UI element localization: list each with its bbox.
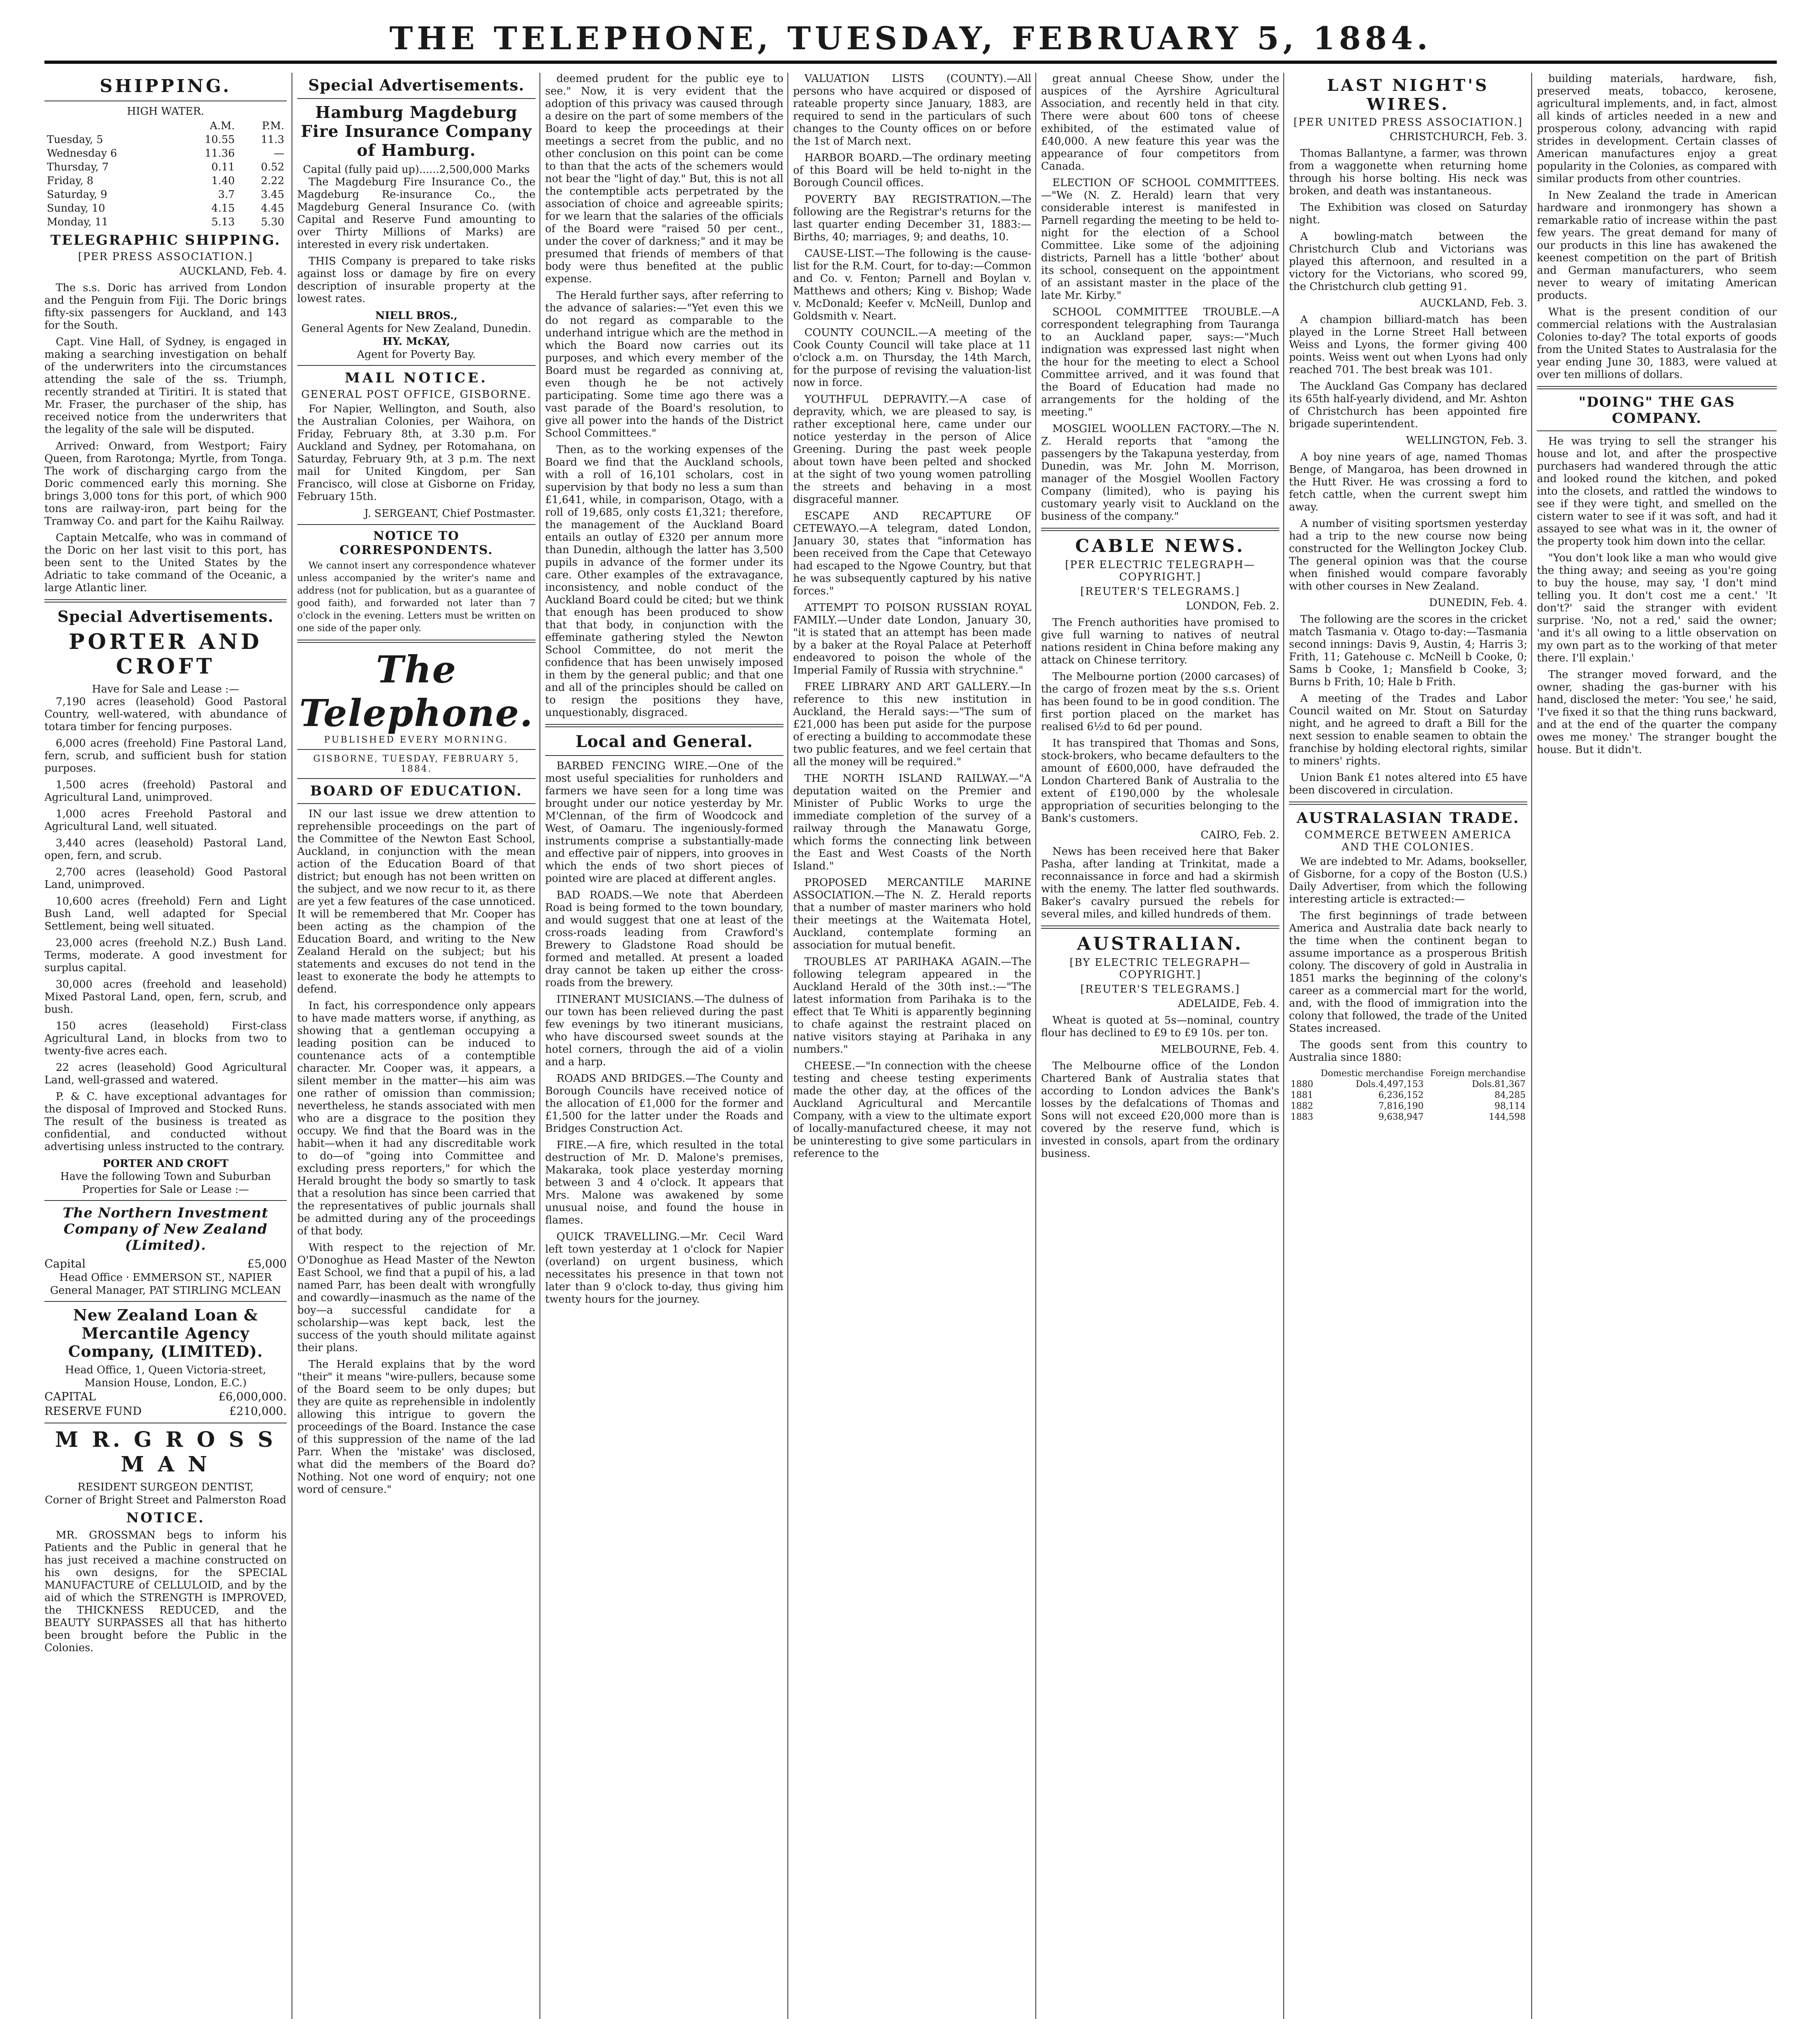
dateline: LONDON, Feb. 2. — [1186, 600, 1279, 612]
table-cell: 6,236,152 — [1378, 1090, 1424, 1100]
column-5 — [1041, 73, 1279, 2019]
mail-text: For Napier, Wellington, and South, also the Australian Colonies, per Waihora, on Friday, February 8th, at 3.30 p.m. For Auckland and Sydney, per Rotomahana, on Saturday, February 9th, at 3 p.m. The next mail for United Kingdom, per San Francisco, will close at Gisborne on Friday, February 15th. — [297, 403, 535, 503]
wire-paragraph: The Auckland Gas Company has declared its 65th half-yearly dividend, and Mr. Ashton of Christchurch has been appointed fire brigade superintendent. — [1289, 380, 1527, 430]
trade-paragraph: In New Zealand the trade in American hardware and ironmongery has shown a remarkable ratio of increase within the past few years. The great demand for many of our products in this line has awakened the keenest competition on the part of British and German manufacturers, who seem never to weary of imitating American products. — [1537, 189, 1777, 302]
mail-office-line: GENERAL POST OFFICE, GISBORNE. — [301, 388, 531, 401]
dateline: DUNEDIN, Feb. 4. — [1429, 597, 1527, 609]
local-paragraph: ROADS AND BRIDGES.—The County and Borough Councils have received notice of the allocation of £1,000 for the former and £1,500 for the latter under the Roads and Bridges Construction Act. — [545, 1072, 783, 1135]
hamburg-text: THIS Company is prepared to take risks against loss or damage by fire on every description of insurable property at the lowest rates. — [297, 255, 535, 305]
dateline: CAIRO, Feb. 2. — [1201, 829, 1279, 841]
column-divider — [1035, 73, 1036, 2019]
local-paragraph: POVERTY BAY REGISTRATION.—The following are the Registrar's returns for the last quarter ending December 31, 1883:— Births, 40; marriages, 9; and deaths, 10. — [793, 193, 1031, 243]
local-paragraph: CHEESE.—"In connection with the cheese testing and cheese testing experiments made the other day, at the offices of the Auckland Agricultural and Mercantile Company, with a view to the ultimate export of locally-manufactured cheese, it may not be uninteresting to give some particulars in reference to the — [793, 1060, 1031, 1160]
table-row — [1289, 1090, 1527, 1101]
property-listing: 6,000 acres (freehold) Fine Pastoral Land, fern, scrub, and sufficient bush for station purposes. — [44, 737, 287, 774]
tide-row — [44, 201, 287, 215]
tide-pm: — — [274, 147, 284, 160]
local-paragraph: BAD ROADS.—We note that Aberdeen Road is being formed to the town boundary, and would suggest that one at least of the cross-roads leading from Crawford's Brewery to Gladstone Road should be formed and metalled. At present a loaded dray cannot be taken up either the cross-roads from the brewery. — [545, 889, 783, 989]
dateline: CHRISTCHURCH, Feb. 3. — [1390, 131, 1527, 143]
local-paragraph: PROPOSED MERCANTILE MARINE ASSOCIATION.—The N. Z. Herald reports that a number of master mariners who hold their meetings at the Waitemata Hotel, Auckland, contemplate forming an association for mutual benefit. — [793, 877, 1031, 951]
wire-paragraph: A number of visiting sportsmen yesterday had a trip to the new course now being constructed for the Wellington Jockey Club. The general opinion was that the course when finished would compare favorably with other courses in New Zealand. — [1289, 518, 1527, 592]
property-listing: 10,600 acres (freehold) Fern and Light Bush Land, well adapted for Special Settlement, being well situated. — [44, 895, 287, 932]
column-divider — [787, 73, 788, 2019]
hamburg-sign-sub: General Agents for New Zealand, Dunedin. — [301, 323, 531, 335]
wire-paragraph: A boy nine years of age, named Thomas Benge, of Mangaroa, has been drowned in the Hutt River. He was crossing a ford to fetch cattle, when the current swept him away. — [1289, 451, 1527, 513]
local-paragraph: SCHOOL COMMITTEE TROUBLE.—A correspondent telegraphing from Tauranga to an Auckland paper, says:—"Much indignation was expressed last night when the hour for the meeting to elect a School Committee arrived, and it was found that the Board of Education had made no arrangements for the holding of the meeting." — [1041, 306, 1279, 418]
masthead-rule — [44, 61, 1777, 64]
tide-am: 5.13 — [211, 216, 235, 228]
table-header-cell: Foreign merchandise — [1430, 1068, 1526, 1079]
capital-value: £5,000 — [247, 1257, 287, 1270]
editorial-paragraph: deemed prudent for the public eye to see." Now, it is very evident that the adoption of this privacy was caused through a desire on the part of some members of the Board to keep the proceedings at their meetings a secret from the public, and no other conclusion on this point can be come to than that the acts of the schemers would not bear the "light of day." But, this is not all the contemptible acts perpetrated by the association of choice and agreeable spirits; for we learn that the salaries of the officials of the Board were "raised 50 per cent., under the cover of darkness;" and it may be presumed that friends of members of that body were thus benefited at the public expense. — [545, 73, 783, 285]
newspaper-nameplate: The Telephone. — [299, 648, 533, 735]
editorial-paragraph: With respect to the rejection of Mr. O'Donoghue as Head Master of the Newton East School, we find that a pupil of his, a lad named Parr, has been dealt with wrongfully and cowardly—inasmuch as the name of the boy—a successful candidate for a scholarship—was kept back, lest the success of the youth should militate against their plans. — [297, 1242, 535, 1354]
correspondents-text: We cannot insert any correspondence whatever unless accompanied by the writer's name and address (not for publication, but as a guarantee of good faith), and forwarded not later than 7 o'clock in the evening. Letters must be written on one side of the paper only. — [297, 560, 535, 634]
table-cell: 1881 — [1291, 1090, 1313, 1100]
column-7 — [1537, 73, 1777, 2019]
tide-table — [44, 119, 287, 229]
table-row — [1289, 1101, 1527, 1112]
trade-paragraph: What is the present condition of our commercial relations with the Australasian Colonies to-day? The total exports of goods from the United States to Australasia for the year ending June 30, 1883, were valued at over ten millions of dollars. — [1537, 306, 1777, 381]
nz-loan-office: Head Office, 1, Queen Victoria-street, Mansion House, London, E.C.) — [65, 1364, 266, 1389]
nz-loan-heading: New Zealand Loan & Mercantile Agency Company, (LIMITED). — [68, 1306, 263, 1360]
article-paragraph: Captain Metcalfe, who was in command of the Doric on her last visit to this port, has been sent to the United States by the Adriatic to take command of the Oceanic, a large Atlantic liner. — [44, 532, 287, 594]
local-paragraph: ESCAPE AND RECAPTURE OF CETEWAYO.—A telegram, dated London, January 30, states that "information has been received from the Cape that Cetewayo had escaped to the Ngowe Country, but that he was subsequently captured by his native forces." — [793, 510, 1031, 597]
table-header-cell: Domestic merchandise — [1320, 1068, 1424, 1079]
nz-capital-label: CAPITAL — [44, 1390, 96, 1403]
dateline: MELBOURNE, Feb. 4. — [1161, 1043, 1279, 1056]
hamburg-agent-sub: Agent for Poverty Bay. — [357, 348, 476, 361]
tide-pm: 3.45 — [261, 189, 284, 201]
wire-paragraph: A champion billiard-match has been played in the Lorne Street Hall between Weiss and Lyons, the former giving 400 points. Weiss went out when Lyons had only reached 701. The best break was 101. — [1289, 314, 1527, 376]
wire-paragraph: Thomas Ballantyne, a farmer, was thrown from a waggonette when returning home through his horse bolting. His neck was broken, and death was instantaneous. — [1289, 147, 1527, 197]
ad-note: P. & C. have exceptional advantages for the disposal of Improved and Stocked Runs. The result of the business is treated as confidential, and conducted without advertising unless instructed to the contrary. — [44, 1091, 287, 1153]
nz-capital-row — [44, 1389, 287, 1404]
hamburg-capital: Capital (fully paid up)......2,500,000 Marks — [303, 164, 530, 176]
cable-sub: [PER ELECTRIC TELEGRAPH—COPYRIGHT.] — [1065, 559, 1255, 583]
porter-croft-signoff: PORTER AND CROFT — [103, 1158, 229, 1170]
table-header-row — [1289, 1068, 1527, 1079]
wire-paragraph: The following are the scores in the cricket match Tasmania v. Otago to-day:—Tasmania second innings: Davis 9, Austin, 4; Harris 3; Frith, 11; Gatehouse c. McNeill b Cooke, 0; Sams b Cooke, 1; Mansfield b Cooke, 3; Burns b Frith, 10; Hale b Frith. — [1289, 613, 1527, 688]
press-association-line: [PER PRESS ASSOCIATION.] — [78, 251, 253, 263]
column-4 — [793, 73, 1031, 2019]
porter-croft-name: PORTER AND CROFT — [69, 630, 262, 679]
tide-row — [44, 215, 287, 229]
tide-pm: 5.30 — [261, 216, 284, 228]
wire-paragraph: The Exhibition was closed on Saturday night. — [1289, 201, 1527, 226]
table-cell: Dols.81,367 — [1472, 1079, 1526, 1089]
dateline: ADELAIDE, Feb. 4. — [1178, 998, 1279, 1010]
local-paragraph: MOSGIEL WOOLLEN FACTORY.—The N. Z. Herald reports that "among the passengers by the Takapuna yesterday, from Dunedin, was Mr. John M. Morrison, manager of the Mosgiel Woollen Factory Company (limited), who is paying his customary yearly visit to Auckland on the business of the company." — [1041, 423, 1279, 523]
property-listing: 22 acres (leasehold) Good Agricultural Land, well-grassed and watered. — [44, 1062, 287, 1086]
table-cell: 1882 — [1291, 1101, 1313, 1111]
column-3 — [545, 73, 783, 2019]
cable-paragraph: The Melbourne portion (2000 carcases) of the cargo of frozen meat by the s.s. Orient has been found to be in good condition. The first portion placed on the market has realised 6½d to 6d per pound. — [1041, 671, 1279, 733]
property-listing: 2,700 acres (leasehold) Good Pastoral Land, unimproved. — [44, 866, 287, 891]
tide-pm: 4.45 — [261, 202, 284, 214]
trade-paragraph: building materials, hardware, fish, preserved meats, tobacco, kerosene, agricultural implements, and, in fact, almost all kinds of articles needed in a new and prosperous colony, advancing with rapid strides in development. Certain classes of American manufactures enjoy a great popularity in the Colonies, as compared with similar products from other countries. — [1537, 73, 1777, 185]
cable-sub: [REUTER'S TELEGRAMS.] — [1080, 586, 1240, 598]
property-listing: 3,440 acres (leasehold) Pastoral Land, open, fern, and scrub. — [44, 837, 287, 862]
column-2 — [297, 73, 535, 2019]
tide-am: 1.40 — [211, 175, 235, 187]
high-water-heading: HIGH WATER. — [127, 105, 204, 118]
local-paragraph: ELECTION OF SCHOOL COMMITTEES.—"We (N. Z. Herald) learn that very considerable interest is manifested in Parnell regarding the meeting to be held to-night for the election of a School Committee. Like some of the adjoining districts, Parnell has a little 'bother' about its school, consequent on the appointment of an assistant master in the place of the late Mr. Kirby." — [1041, 177, 1279, 302]
local-paragraph: BARBED FENCING WIRE.—One of the most useful specialities for runholders and farmers we have seen for a long time was brought under our notice yesterday by Mr. M'Clennan, of the firm of Woodcock and West, of Oamaru. The ingeniously-formed instruments comprise a substantially-made and effective pair of nippers, into grooves in which the ends of two short pieces of pointed wire are placed at different angles. — [545, 760, 783, 885]
local-paragraph: QUICK TRAVELLING.—Mr. Cecil Ward left town yesterday at 1 o'clock for Napier (overland) on urgent business, which necessitates his presence in that town not later than 9 o'clock to-day, thus giving him twenty hours for the journey. — [545, 1231, 783, 1305]
property-listing: 1,000 acres Freehold Pastoral and Agricultural Land, well situated. — [44, 808, 287, 833]
local-general-heading: Local and General. — [575, 732, 753, 751]
local-paragraph: VALUATION LISTS (COUNTY).—All persons who have acquired or disposed of rateable property since January, 1883, are required to send in the particulars of such changes to the County offices on or before the 1st of March next. — [793, 73, 1031, 147]
tide-header-cell: P.M. — [262, 120, 284, 132]
trade-paragraph: We are indebted to Mr. Adams, bookseller, of Gisborne, for a copy of the Boston (U.S.) Daily Advertiser, from which the following interesting article is extracted:— — [1289, 856, 1527, 905]
local-paragraph: ATTEMPT TO POISON RUSSIAN ROYAL FAMILY.—Under date London, January 30, "it is stated that an attempt has been made by a baker at the Royal Palace at Peterhoff endeavored to poison the whole of the Imperial Family of Russia with strychnine." — [793, 602, 1031, 676]
mail-notice-heading: MAIL NOTICE. — [344, 370, 488, 386]
property-listing: 23,000 acres (freehold N.Z.) Bush Land. Terms, moderate. A good investment for surplus capital. — [44, 937, 287, 974]
tide-row — [44, 147, 287, 160]
tide-am: 0.11 — [211, 161, 235, 173]
property-listing: 30,000 acres (freehold and leasehold) Mixed Pastoral Land, open, fern, scrub, and bush. — [44, 978, 287, 1016]
special-ads-heading: Special Advertisements. — [57, 607, 274, 625]
capital-label: Capital — [44, 1257, 86, 1270]
notice-heading: NOTICE. — [126, 1510, 205, 1526]
tide-am: 3.7 — [218, 189, 235, 201]
editorial-paragraph: In fact, his correspondence only appears to have made matters worse, if anything, as showing that a gentleman occupying a leading position can be induced to countenance acts of a contemptible character. Mr. Cooper was, it appears, a silent member in the matter—his aim was one rather of omission than commission; nevertheless, he stands associated with men who are a disgrace to the position they occupy. We find that the Board was in the habit—when it had any discreditable work to do—of "going into Committee and excluding press reporters," for which the Herald brought the body so smartly to task that a resolution has since been carried that the representatives of public journals shall be admitted during any of the proceedings of that body. — [297, 1000, 535, 1237]
trade-table — [1289, 1068, 1527, 1123]
hamburg-sign: NIELL BROS., — [375, 310, 458, 322]
australian-sub: [BY ELECTRIC TELEGRAPH—COPYRIGHT.] — [1069, 957, 1251, 981]
editorial-paragraph: The Herald further says, after referring to the advance of salaries:—"Yet even this we do not regard as comparable to the underhand intrigue which are the method in which the Board now carries out its purposes, and which every member of the Board must be regarded as conniving at, even though he be not actively participating. Some time ago there was a vast parade of the Board's resolution, to give all power into the hands of the District School Committees." — [545, 290, 783, 439]
tide-header-cell: A.M. — [210, 120, 235, 132]
mail-sign: J. SERGEANT, Chief Postmaster. — [364, 508, 535, 520]
local-paragraph: FREE LIBRARY AND ART GALLERY.—In reference to this new institution in Auckland, the Herald says:—"The sum of £21,000 has been put aside for the purpose of erecting a building to accommodate these two public features, and we feel certain that all the money will be required." — [793, 681, 1031, 768]
cable-news-heading: CABLE NEWS. — [1075, 536, 1245, 556]
dateline: WELLINGTON, Feb. 3. — [1406, 434, 1527, 447]
hamburg-agent: HY. McKAY, — [382, 336, 450, 348]
grossman-title: RESIDENT SURGEON DENTIST, — [78, 1481, 254, 1493]
shipping-heading: SHIPPING. — [99, 76, 232, 97]
tide-day: Thursday, 7 — [47, 161, 109, 173]
local-paragraph: FIRE.—A fire, which resulted in the total destruction of Mr. D. Malone's premises, Makaraka, took place yesterday morning between 3 and 4 o'clock. It appears that Mrs. Malone was awakened by some unusual noise, and found the house in flames. — [545, 1139, 783, 1226]
story-paragraph: The stranger moved forward, and the owner, shading the gas-burner with his hand, disclosed the meter: 'You see,' he said, 'I've fixed it so that the thing runs backward, and at the end of the quarter the company owes me money.' The stranger bought the house. But it didn't. — [1537, 669, 1777, 756]
table-row — [1289, 1112, 1527, 1123]
correspondents-heading: NOTICE TO CORRESPONDENTS. — [339, 529, 493, 557]
property-listing: 1,500 acres (freehold) Pastoral and Agricultural Land, unimproved. — [44, 779, 287, 804]
tide-pm: 0.52 — [261, 161, 284, 173]
capital-row — [44, 1257, 287, 1271]
tide-header-cell — [44, 119, 176, 133]
trade-table-caption: The goods sent from this country to Australia since 1880: — [1289, 1039, 1527, 1064]
wire-paragraph: A bowling-match between the Christchurch Club and Victorians was played this afternoon, and resulted in a victory for the Victorians, who scored 99, the Christchurch club getting 91. — [1289, 231, 1527, 293]
article-paragraph: The s.s. Doric has arrived from London and the Penguin from Fiji. The Doric brings fifty-six passengers for Auckland, and 143 for the South. — [44, 282, 287, 332]
tide-day: Friday, 8 — [47, 175, 94, 187]
masthead — [44, 16, 1777, 61]
telegraphic-shipping-heading: TELEGRAPHIC SHIPPING. — [50, 232, 281, 248]
cable-paragraph: News has been received here that Baker Pasha, after landing at Trinkitat, made a reconnaissance in force and had a skirmish with the enemy. The latter fled southwards. Baker's cavalry pursued the rebels for several miles, and killed hundreds of them. — [1041, 846, 1279, 920]
story-paragraph: He was trying to sell the stranger his house and lot, and after the prospective purchasers had wandered through the attic and looked round the kitchen, and poked into the closets, and rattled the windows to see if they were tight, and smelled on the cistern water to see if it was soft, and had it assayed to see what was in it, the owner of the property took him down into the cellar. — [1537, 435, 1777, 548]
last-nights-wires-heading: LAST NIGHT'S WIRES. — [1327, 76, 1489, 114]
australian-paragraph: The Melbourne office of the London Chartered Bank of Australia states that according to London advices the Bank's losses by the defalcations of Thomas and Sons will not exceed £20,000 more than is covered by the reserve fund, which is invested in consols, apart from the ordinary business. — [1041, 1060, 1279, 1160]
australian-sub: [REUTER'S TELEGRAMS.] — [1080, 983, 1240, 995]
wires-sub: [PER UNITED PRESS ASSOCIATION.] — [1293, 116, 1523, 128]
cable-paragraph: The French authorities have promised to give full warning to natives of neutral nations resident in China before making any attack on Chinese territory. — [1041, 617, 1279, 666]
local-paragraph: HARBOR BOARD.—The ordinary meeting of this Board will be held to-night in the Borough Council offices. — [793, 152, 1031, 189]
general-manager-line: General Manager, PAT STIRLING MCLEAN — [50, 1284, 281, 1297]
table-row — [1289, 1079, 1527, 1090]
hamburg-text: The Magdeburg Fire Insurance Co., the Magdeburg Re-insurance Co., the Magdeburg General Insurance Co. (with Capital and Reserve Fund amounting to over Thirty Millions of Marks) are interested in every risk undertaken. — [297, 176, 535, 251]
column-divider — [1531, 73, 1532, 2019]
table-cell: 7,816,190 — [1378, 1101, 1424, 1111]
tide-day: Sunday, 10 — [47, 202, 105, 214]
page-title: THE TELEPHONE, TUESDAY, FEBRUARY 5, 1884. — [389, 20, 1432, 57]
grossman-name: M R. G R O S S M A N — [55, 1427, 276, 1477]
trade-subheading: COMMERCE BETWEEN AMERICA AND THE COLONIES. — [1304, 829, 1512, 853]
australian-paragraph: Wheat is quoted at 5s—nominal, country flour has declined to £9 to £9 10s. per ton. — [1041, 1014, 1279, 1039]
tide-row — [44, 188, 287, 201]
tide-header-row — [44, 119, 287, 133]
head-office-line: Head Office · EMMERSON ST., NAPIER — [59, 1272, 272, 1284]
article-paragraph: Capt. Vine Hall, of Sydney, is engaged in making a searching investigation on behalf of the underwriters into the circumstances attending the sale of the ss. Triumph, recently stranded at Tiritiri. It is stated that Mr. Fraser, the purchaser of the ship, has received notice from the underwriters that the legality of the sale will be disputed. — [44, 336, 287, 436]
column-6 — [1289, 73, 1527, 2019]
table-cell: 84,285 — [1495, 1090, 1526, 1100]
dateline: AUCKLAND, Feb. 3. — [1420, 297, 1527, 309]
tide-day: Tuesday, 5 — [47, 134, 103, 146]
tide-row — [44, 160, 287, 174]
table-cell: 1880 — [1291, 1079, 1313, 1089]
tide-row — [44, 174, 287, 188]
northern-investment-heading: The Northern Investment Company of New Zealand (Limited). — [63, 1205, 269, 1253]
local-paragraph: YOUTHFUL DEPRAVITY.—A case of depravity, which, we are pleased to say, is rather exceptional here, came under our notice yesterday in the person of Alice Greening. During the past week people about town have been pelted and shocked at the sight of two young women patrolling the streets and behaving in a most disgraceful manner. — [793, 393, 1031, 506]
column-divider — [539, 73, 540, 2019]
published-every-morning: PUBLISHED EVERY MORNING. — [324, 735, 509, 745]
tide-day: Monday, 11 — [47, 216, 109, 228]
australian-heading: AUSTRALIAN. — [1077, 934, 1244, 954]
table-header-cell — [1289, 1068, 1316, 1079]
table-cell: 98,114 — [1495, 1101, 1526, 1111]
nz-reserve-label: RESERVE FUND — [44, 1404, 142, 1418]
nz-reserve-value: £210,000. — [229, 1404, 287, 1418]
tide-am: 11.36 — [204, 147, 235, 160]
table-cell: 1883 — [1291, 1112, 1313, 1122]
ad-subheading: Have the following Town and Suburban Properties for Sale or Lease :— — [60, 1171, 271, 1196]
tide-pm: 11.3 — [261, 134, 284, 146]
property-listing: 7,190 acres (leasehold) Good Pastoral Country, well-watered, with abundance of totara timber for fencing purposes. — [44, 696, 287, 733]
property-listing: 150 acres (leasehold) First-class Agricultural Land, in blocks from two to twenty-five acres each. — [44, 1020, 287, 1057]
story-paragraph: "You don't look like a man who would give the thing away; and seeing as you're going to buy the house, may say, 'I don't mind telling you. It don't cost me a cent.' 'It don't?' said the stranger with evident surprise. 'No, not a red,' said the owner; 'and it's all owing to a little observation on my own part as to the working of that meter there. I'll explain.' — [1537, 552, 1777, 664]
australasian-trade-heading: AUSTRALASIAN TRADE. — [1296, 810, 1520, 827]
ad-subheading: Have for Sale and Lease :— — [92, 683, 239, 695]
editorial-paragraph: IN our last issue we drew attention to reprehensible proceedings on the part of the Committee of the Newton East School, Auckland, in conjunction with the mean action of the Education Board of that district; but enough has not been written on the subject, and we now recur to it, as there are yet a few features of the case unnoticed. It will be remembered that Mr. Cooper has been acting as the champion of the Education Board, and writing to the New Zealand Herald on the subject; but his statements and excuses do not tend in the least to exonerate the body he attempts to defend. — [297, 808, 535, 995]
tide-day: Saturday, 9 — [47, 189, 107, 201]
local-paragraph: THE NORTH ISLAND RAILWAY.—"A deputation waited on the Premier and Minister of Public Works to urge the immediate completion of the survey of a railway through the Manawatu Gorge, which forms the connecting link between the East and West Coasts of the North Island." — [793, 772, 1031, 872]
column-divider — [1283, 73, 1284, 2019]
nz-capital-value: £6,000,000. — [218, 1390, 287, 1403]
wire-paragraph: A meeting of the Trades and Labor Council waited on Mr. Stout on Saturday night, and he agreed to draft a Bill for the next session to enable seamen to obtain the franchise by holding electoral rights, similar to miners' rights. — [1289, 693, 1527, 767]
wire-paragraph: Union Bank £1 notes altered into £5 have been discovered in circulation. — [1289, 772, 1527, 796]
tide-am: 10.55 — [204, 134, 235, 146]
local-paragraph: TROUBLES AT PARIHAKA AGAIN.—The following telegram appeared in the Auckland Herald of the 30th inst.:—"The latest information from Parihaka is to the effect that Te Whiti is apparently beginning to chafe against the restraint placed on native visitors staying at Parihaka in any numbers." — [793, 956, 1031, 1056]
local-paragraph: great annual Cheese Show, under the auspices of the Ayrshire Agricultural Association, and recently held in that city. There were about 600 tons of cheese exhibited, of the estimated value of £40,000. A new feature this year was the appearance of four competitors from Canada. — [1041, 73, 1279, 172]
trade-paragraph: The first beginnings of trade between America and Australia date back nearly to the time when the continent began to assume importance as a prosperous British colony. The discovery of gold in Australia in 1851 marks the beginning of the colony's career as a commercial mart for the world, and, with the flood of immigration into the colony that followed, the trade of the United States increased. — [1289, 910, 1527, 1035]
editorial-paragraph: The Herald explains that by the word "their" it means "wire-pullers, because some of the Board seem to be only dupes; but they are quite as reprehensible in indolently allowing this intrigue to govern the proceedings of the Board. Instance the case of this suppression of the name of the lad Parr. When the 'mistake' was disclosed, what did the members of the Board do? Nothing. Not one word of enquiry; not one word of censure." — [297, 1358, 535, 1496]
local-paragraph: CAUSE-LIST.—The following is the cause-list for the R.M. Court, for to-day:—Common and Co. v. Fenton; Parnell and Boylan v. Matthews and others; King v. Bishop; Wade v. McDonald; Keefer v. McNeill, Dunlop and Goldsmith v. Neart. — [793, 248, 1031, 322]
article-paragraph: Arrived: Onward, from Westport; Fairy Queen, from Rarotonga; Myrtle, from Tonga. The work of discharging cargo from the Doric commenced early this morning. She brings 3,000 tons for this port, of which 900 tons are railway-iron, part being for the Tramway Co. and part for the Kaihu Railway. — [44, 440, 287, 527]
nz-reserve-row — [44, 1404, 287, 1419]
cable-paragraph: It has transpired that Thomas and Sons, stock-brokers, who became defaulters to the amount of £600,000, have defrauded the London Chartered Bank of Australia to the extent of £190,000 by the wholesale appropriation of securities belonging to the Bank's customers. — [1041, 737, 1279, 825]
tide-day: Wednesday 6 — [47, 147, 117, 160]
column-1 — [44, 73, 287, 2019]
tide-pm: 2.22 — [261, 175, 284, 187]
table-cell: Dols.4,497,153 — [1356, 1079, 1424, 1089]
notice-text: MR. GROSSMAN begs to inform his Patients and the Public in general that he has just received a machine constructed on his own designs, for the SPECIAL MANUFACTURE of CELLULOID, and by the aid of which the STRENGTH is IMPROVED, the THICKNESS REDUCED, and the BEAUTY SURPASSES all that has hitherto been brought before the Public in the Colonies. — [44, 1529, 287, 1654]
board-education-heading: BOARD OF EDUCATION. — [310, 783, 523, 799]
grossman-address: Corner of Bright Street and Palmerston Road — [44, 1494, 287, 1506]
issue-dateline: GISBORNE, TUESDAY, FEBRUARY 5, 1884. — [313, 754, 520, 774]
dateline: AUCKLAND, Feb. 4. — [179, 265, 287, 277]
hamburg-heading: Hamburg Magdeburg Fire Insurance Company of Hamburg. — [300, 103, 532, 160]
local-paragraph: ITINERANT MUSICIANS.—The dulness of our town has been relieved during the past few evenings by two itinerant musicians, who have discoursed sweet sounds at the hotel corners, through the aid of a violin and a harp. — [545, 993, 783, 1068]
table-cell: 144,598 — [1489, 1112, 1526, 1122]
tide-row — [44, 133, 287, 147]
special-ads-heading: Special Advertisements. — [308, 76, 525, 94]
gas-company-heading: "DOING" THE GAS COMPANY. — [1579, 394, 1735, 426]
local-paragraph: COUNTY COUNCIL.—A meeting of the Cook County Council will take place at 11 o'clock a.m. on Thursday, the 14th March, for the purpose of revising the valuation-list now in force. — [793, 327, 1031, 389]
editorial-paragraph: Then, as to the working expenses of the Board we find that the Auckland schools, with a roll of 16,101 scholars, cost in supervision by that body no less a sum than £1,641, while, in comparison, Otago, with a roll of 19,685, only costs £1,321; therefore, the management of the Auckland Board entails an outlay of £320 per annum more than Dunedin, although the latter has 3,500 pupils in advance of the former under its care. Other examples of the extravagance, inconsistency, and noble conduct of the Auckland Board could be cited; but we think that enough has been produced to show that that body, in conjunction with the effeminate gathering styled the Newton School Committee, do not merit the confidence that has been unwisely imposed in them by the general public; and that one and all of the principles should be called on to resign the positions they have, unquestionably, disgraced. — [545, 444, 783, 719]
tide-am: 4.15 — [211, 202, 235, 214]
table-cell: 9,638,947 — [1378, 1112, 1424, 1122]
